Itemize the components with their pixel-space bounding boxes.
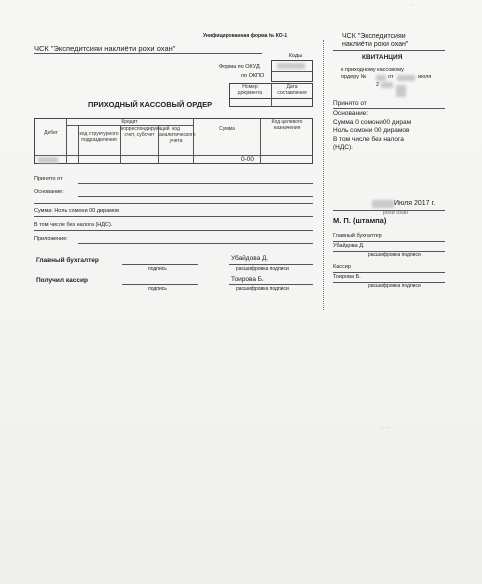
redacted-date-day — [372, 200, 394, 208]
org-name: ЧСК "Экспедитсияи наклиёти рохи охан" — [34, 44, 176, 53]
cashier-label: Получил кассир — [36, 277, 88, 284]
receipt-org-line2: наклиёти рохи охан" — [342, 41, 409, 48]
sum-header: Сумма — [219, 126, 235, 132]
faint-mark: ··· ···· · — [380, 425, 393, 430]
received-from-label: Принято от — [34, 176, 63, 182]
doc-values-divider — [271, 98, 272, 107]
cashier-signature-line — [122, 284, 198, 285]
form-okud-label: Форма по ОКУД — [219, 64, 260, 70]
receipt-sum-1: Сумма 0 сомони00 дирам — [333, 119, 412, 126]
okpo-label: по ОКПО — [241, 73, 265, 79]
doc-number-date-divider — [271, 83, 272, 99]
attachment-label: Приложение: — [34, 236, 68, 242]
table-header-bottom — [34, 155, 313, 156]
receipt-decode-caption: расшифровка подписи — [368, 283, 421, 289]
redacted-year — [381, 82, 393, 88]
redacted-order-number — [376, 75, 386, 81]
purpose-code-header: Код целевого назначения — [271, 119, 303, 131]
form-title: Унифицированная форма № КО-1 — [203, 33, 288, 39]
org-underline — [34, 53, 262, 54]
received-from-line — [78, 183, 313, 184]
receipt-decode-caption: расшифровка подписи — [368, 252, 421, 258]
receipt-cashier-label: Кассир — [333, 264, 351, 270]
basis-label: Основание: — [34, 189, 64, 195]
receipt-cashier-line — [333, 272, 445, 273]
sum-underline — [34, 216, 313, 217]
faint-mark: · — [250, 432, 252, 437]
table-col-line — [193, 118, 194, 164]
redacted-okud — [277, 63, 305, 69]
credit-header: Кредит — [121, 119, 138, 125]
faint-mark: ·- · — [410, 2, 416, 7]
chief-accountant-name: Убайдова Д. — [231, 255, 269, 262]
stamp-org-fragment: рохи охан — [383, 210, 409, 216]
chief-accountant-label: Главный бухгалтер — [36, 257, 99, 264]
debit-header: Дебет — [44, 130, 58, 136]
decode-caption: расшифровка подписи — [236, 266, 289, 272]
sum-value: 0-00 — [241, 156, 255, 163]
receipt-received-from: Принято от — [333, 100, 367, 107]
chief-name-line — [229, 264, 313, 265]
decode-caption: расшифровка подписи — [236, 286, 289, 292]
cashier-name-line — [229, 284, 313, 285]
redacted-debit — [38, 157, 58, 163]
basis-line — [78, 196, 313, 197]
sum-line: Сумма: Ноль сомони 00 дирамов — [34, 208, 120, 214]
receipt-sum-2: Ноль сомони 00 дирамов — [333, 127, 410, 134]
receipt-to-order-2a: ордеру № — [341, 74, 367, 80]
signature-caption: подпись — [148, 266, 167, 272]
redacted-mark — [396, 85, 406, 97]
receipt-cashier-name: Тоирова Б. — [333, 274, 361, 280]
receipt-date: Июля 2017 г. — [394, 200, 436, 207]
corr-account-header: корреспондирующий счет, субсчет — [121, 126, 170, 138]
receipt-mp: М. П. (штампа) — [333, 216, 387, 225]
receipt-basis: Основание: — [333, 110, 369, 117]
receipt-to-order-2c: июля — [418, 74, 432, 80]
codes-divider — [271, 71, 313, 72]
receipt-to-order-3: 2 — [376, 82, 380, 88]
attachment-line — [78, 243, 313, 244]
chief-signature-line — [122, 264, 198, 265]
receipt-chief-line — [333, 241, 445, 242]
basis-line-2 — [34, 203, 313, 204]
cut-line — [323, 40, 324, 310]
struct-code-header: код структурного подразделения — [79, 131, 119, 143]
receipt-title: КВИТАНЦИЯ — [362, 54, 403, 61]
doc-number-label: Номер документа — [237, 84, 263, 96]
codes-header: Коды — [288, 53, 303, 59]
receipt-vat-2: (НДС). — [333, 144, 353, 151]
analytic-code-header: код аналитического учета — [159, 126, 196, 144]
redacted-order-day — [397, 75, 415, 81]
signature-caption: подпись — [148, 286, 167, 292]
doc-title: ПРИХОДНЫЙ КАССОВЫЙ ОРДЕР — [88, 100, 213, 109]
doc-date-label: Дата составления — [277, 84, 307, 96]
receipt-received-line — [333, 108, 445, 109]
receipt-vat-1: В том числе без налога — [333, 136, 404, 143]
receipt-org-line1: ЧСК "Экспедитсияи — [342, 33, 406, 40]
receipt-chief-label: Главный бухгалтер — [333, 233, 382, 239]
receipt-to-order-2b: от — [388, 74, 394, 80]
receipt-org-underline — [333, 50, 445, 51]
cashier-name: Тоирова Б. — [231, 276, 264, 283]
receipt-chief-name: Убайдова Д. — [333, 243, 365, 249]
vat-underline — [34, 230, 313, 231]
vat-line: В том числе без налога (НДС). — [34, 222, 113, 228]
receipt-to-order-1: к приходному кассовому — [341, 67, 404, 73]
